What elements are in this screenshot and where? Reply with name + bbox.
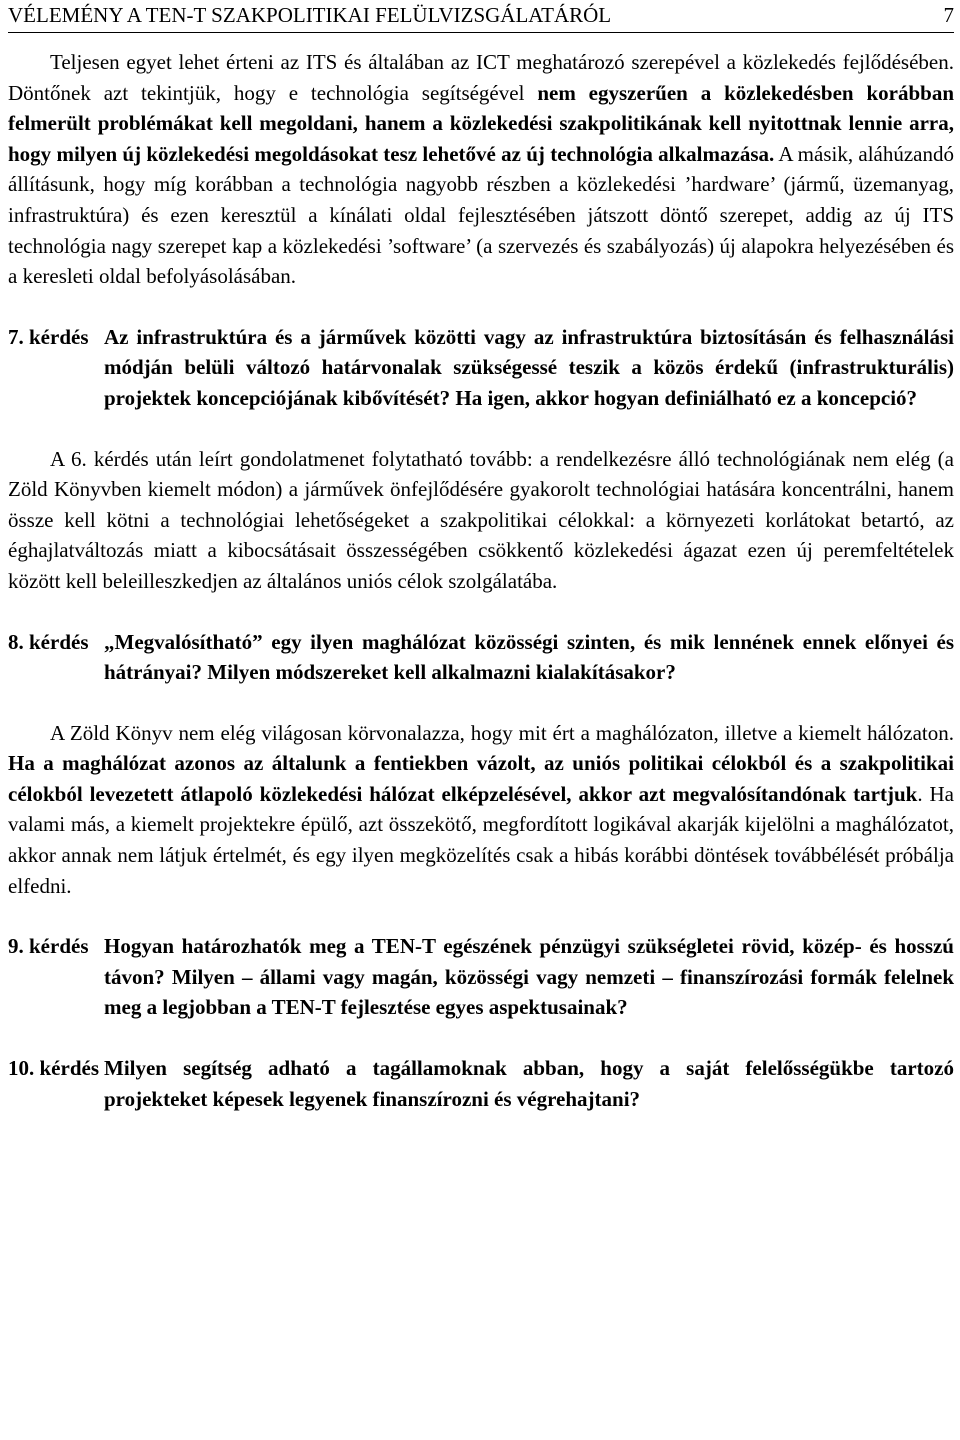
running-header (8, 0, 954, 33)
question-9-text: Hogyan határozhatók meg a TEN-T egészének pénzügyi szükségletei rövid, közép- és hosszú távon? Milyen – állami vagy magán, közösségi vagy nemzeti – finanszírozási formák felelnek meg a legjobban a TEN-T fejlesztése egyes aspektusainak? (104, 934, 954, 1020)
question-10-text: Milyen segítség adható a tagállamoknak abban, hogy a saját felelősségükbe tartozó projekteket képesek legyenek finanszírozni és végrehajtani? (104, 1056, 954, 1111)
paragraph-its-intro: Teljesen egyet lehet érteni az ITS és általában az ICT meghatározó szerepével a közlekedés fejlődésében. Döntőnek azt tekintjük, hogy e technológia segítségével (8, 50, 954, 105)
page-number: 7 (943, 3, 954, 27)
question-8 (8, 627, 954, 688)
question-9 (8, 931, 954, 1023)
paragraph-answer-8-rest: . Ha valami más, a kiemelt projektekre épülő, azt összekötő, megfordított logikával akarják kijelölni a maghálózatot, akkor annak nem látjuk értelmét, és egy ilyen megközelítés csak a hibás korábbi döntések továbbélését próbálja elfedni. (8, 781, 954, 898)
header-title: VÉLEMÉNY A TEN-T SZAKPOLITIKAI FELÜLVIZSGÁLATÁRÓL (8, 3, 612, 27)
question-7 (8, 322, 954, 414)
question-8-text: „Megvalósítható” egy ilyen maghálózat közösségi szinten, és mik lennének ennek előnyei és hátrányai? Milyen módszereket kell alkalmazni kialakításakor? (104, 629, 954, 685)
paragraph-answer-8 (8, 718, 954, 902)
paragraph-its-rest: A másik, aláhúzandó állításunk, hogy míg korábban a technológia nagyobb részben a közlekedési ’hardware’ (jármű, üzemanyag, infrastruktúra) és ezen keresztül a kínálati oldal fejlesztésében játszott döntő szerepet, addig az új ITS technológia nagy szerepet kap a közlekedési ’software’ (a szervezés és szabályozás) új alapokra helyezésében és a keresleti oldal befolyásolásában. (8, 141, 955, 289)
document-body (8, 47, 954, 1114)
paragraph-its (8, 47, 954, 292)
question-7-text: Az infrastruktúra és a járművek közötti vagy az infrastruktúra biztosításán és felhasználási módján belüli változó határvonalak szükségessé teszik a közös érdekű (infrastrukturális) projektek koncepciójának kibővítését? Ha igen, akkor hogyan definiálható ez a koncepció? (104, 324, 954, 410)
question-8-label: 8. kérdés (8, 629, 89, 654)
paragraph-answer-8-intro: A Zöld Könyv nem elég világosan körvonalazza, hogy mit ért a maghálózaton, illetve a kiemelt hálózaton. (50, 720, 954, 745)
paragraph-its-bold: nem egyszerűen a közlekedésben korábban felmerült problémákat kell megoldani, hanem a közlekedési szakpolitikának kell nyitottnak lennie arra, hogy milyen új közlekedési megoldásokat tesz lehetővé az új technológia alkalmazása. (8, 80, 955, 166)
question-10-label: 10. kérdés (8, 1056, 99, 1081)
question-9-label: 9. kérdés (8, 934, 89, 959)
question-7-label: 7. kérdés (8, 324, 89, 349)
question-10 (8, 1053, 954, 1114)
paragraph-answer-7: A 6. kérdés után leírt gondolatmenet folytatható tovább: a rendelkezésre álló technológiának nem elég (a Zöld Könyvben kiemelt módon) a járművek önfejlődésére gyakorolt technológiai hatására koncentrálni, hanem össze kell kötni a technológiai lehetőségeket a szakpolitikai célokkal: a környezeti korlátokat betartó, az éghajlatváltozás miatt a kibocsátásait összességében csökkentő közlekedési ágazat ezen új peremfeltételek között kell beleilleszkedjen az általános uniós célok szolgálatába. (8, 446, 954, 593)
paragraph-answer-8-bold: Ha a maghálózat azonos az általunk a fentiekben vázolt, az uniós politikai célokból és a szakpolitikai célokból levezetett átlapoló közlekedési hálózat elképzelésével, akkor azt megvalósítandónak tartjuk (8, 751, 954, 806)
